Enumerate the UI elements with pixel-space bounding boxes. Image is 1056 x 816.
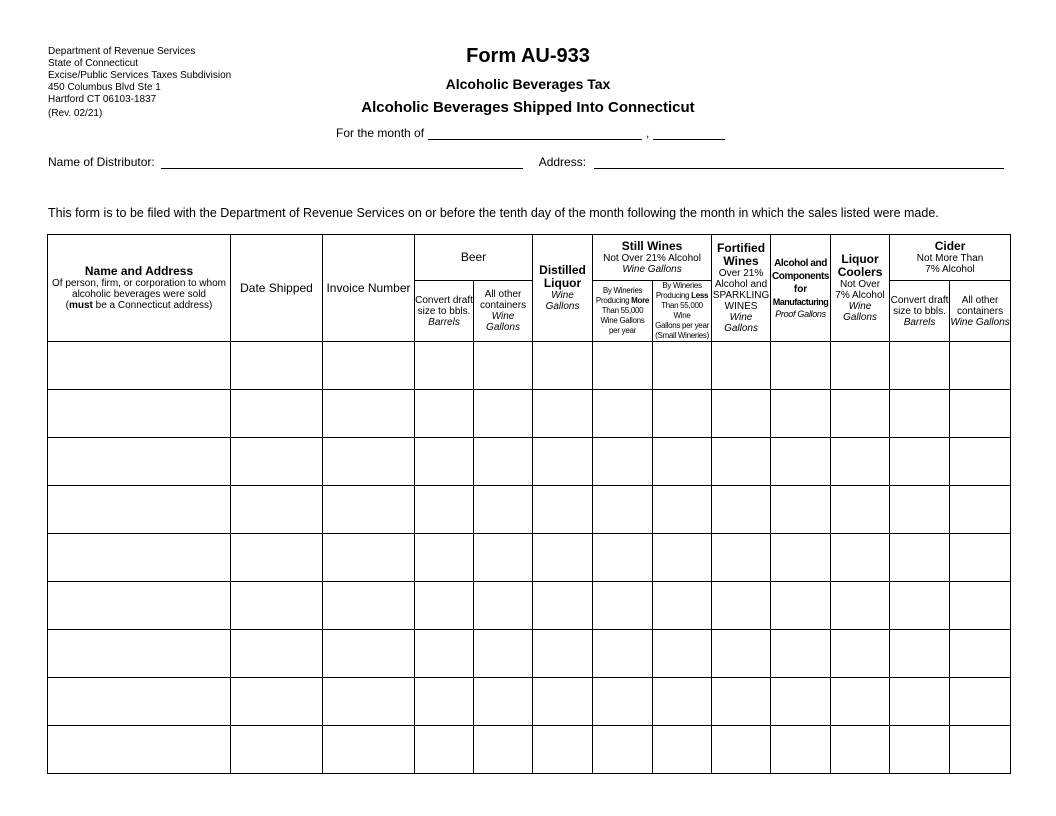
cell-date-shipped[interactable] (231, 726, 323, 774)
cell-name-address[interactable] (48, 582, 231, 630)
cell-still-wines-large[interactable] (593, 726, 653, 774)
month-row (336, 126, 725, 140)
cell-beer-gallons[interactable] (474, 342, 533, 390)
cell-still-wines-large[interactable] (593, 390, 653, 438)
header-name-address (48, 235, 231, 342)
form-number: Form AU-933 (466, 45, 590, 67)
cell-beer-barrels[interactable] (415, 534, 474, 582)
cell-still-wines-large[interactable] (593, 534, 653, 582)
cell-name-address[interactable] (48, 726, 231, 774)
cell-name-address[interactable] (48, 678, 231, 726)
cell-still-wines-small[interactable] (653, 534, 712, 582)
cell-invoice-number[interactable] (323, 390, 415, 438)
header-invoice-number: Invoice Number (323, 235, 415, 342)
cell-date-shipped[interactable] (231, 630, 323, 678)
form-title: Alcoholic Beverages Shipped Into Connecticut (361, 99, 695, 116)
cell-cider-barrels[interactable] (890, 438, 950, 486)
cell-distilled-liquor[interactable] (533, 486, 593, 534)
header-still-wines: Still Wines Not Over 21% Alcohol Wine Gallons (593, 235, 712, 281)
cell-liquor-coolers[interactable] (831, 678, 890, 726)
table-row (48, 726, 1011, 774)
cell-fortified-wines[interactable] (712, 390, 771, 438)
cell-liquor-coolers[interactable] (831, 486, 890, 534)
cell-beer-gallons[interactable] (474, 726, 533, 774)
cell-still-wines-small[interactable] (653, 486, 712, 534)
cell-alcohol-components[interactable] (771, 390, 831, 438)
cell-name-address[interactable] (48, 486, 231, 534)
cell-invoice-number[interactable] (323, 726, 415, 774)
header-liquor-coolers: Liquor Coolers Not Over 7% Alcohol Wine Gallons (831, 235, 890, 342)
cell-beer-gallons[interactable] (474, 630, 533, 678)
cell-distilled-liquor[interactable] (533, 438, 593, 486)
cell-alcohol-components[interactable] (771, 726, 831, 774)
cell-beer-barrels[interactable] (415, 342, 474, 390)
cell-fortified-wines[interactable] (712, 582, 771, 630)
table-row (48, 678, 1011, 726)
cell-fortified-wines[interactable] (712, 630, 771, 678)
cell-invoice-number[interactable] (323, 342, 415, 390)
cell-invoice-number[interactable] (323, 630, 415, 678)
cell-cider-gallons[interactable] (950, 390, 1011, 438)
header-cider-other: All other containers Wine Gallons (950, 281, 1011, 342)
cell-cider-barrels[interactable] (890, 534, 950, 582)
table-row (48, 438, 1011, 486)
cell-beer-barrels[interactable] (415, 486, 474, 534)
cell-invoice-number[interactable] (323, 486, 415, 534)
cell-cider-barrels[interactable] (890, 630, 950, 678)
cell-still-wines-large[interactable] (593, 630, 653, 678)
cell-beer-barrels[interactable] (415, 582, 474, 630)
cell-still-wines-large[interactable] (593, 486, 653, 534)
year-input[interactable] (653, 126, 725, 140)
header-cider: Cider Not More Than 7% Alcohol (890, 235, 1011, 281)
cell-fortified-wines[interactable] (712, 438, 771, 486)
agency-subdivision: Excise/Public Services Taxes Subdivision (48, 70, 232, 81)
cell-distilled-liquor[interactable] (533, 630, 593, 678)
cell-beer-gallons[interactable] (474, 486, 533, 534)
header-distilled-liquor: Distilled Liquor Wine Gallons (533, 235, 593, 342)
cell-cider-gallons[interactable] (950, 726, 1011, 774)
cell-still-wines-small[interactable] (653, 342, 712, 390)
cell-cider-gallons[interactable] (950, 630, 1011, 678)
table-row (48, 630, 1011, 678)
cell-date-shipped[interactable] (231, 438, 323, 486)
cell-name-address[interactable] (48, 342, 231, 390)
cell-date-shipped[interactable] (231, 534, 323, 582)
address-input[interactable] (594, 154, 1004, 169)
header-still-wines-large: By Wineries Producing More Than 55,000 Wine Gallons per year (593, 281, 653, 342)
cell-liquor-coolers[interactable] (831, 582, 890, 630)
cell-distilled-liquor[interactable] (533, 678, 593, 726)
header-beer-other: All other containers Wine Gallons (474, 281, 533, 342)
header-cider-draft: Convert draft size to bbls. Barrels (890, 281, 950, 342)
cell-fortified-wines[interactable] (712, 486, 771, 534)
cell-liquor-coolers[interactable] (831, 534, 890, 582)
distributor-input[interactable] (161, 154, 523, 169)
cell-alcohol-components[interactable] (771, 582, 831, 630)
cell-invoice-number[interactable] (323, 534, 415, 582)
cell-still-wines-small[interactable] (653, 390, 712, 438)
cell-invoice-number[interactable] (323, 678, 415, 726)
cell-distilled-liquor[interactable] (533, 390, 593, 438)
cell-beer-gallons[interactable] (474, 534, 533, 582)
cell-liquor-coolers[interactable] (831, 390, 890, 438)
cell-fortified-wines[interactable] (712, 726, 771, 774)
cell-still-wines-small[interactable] (653, 438, 712, 486)
table-row (48, 486, 1011, 534)
cell-liquor-coolers[interactable] (831, 726, 890, 774)
header-alcohol-components: Alcohol and Components for Manufacturing Proof Gallons (771, 235, 831, 342)
cell-still-wines-small[interactable] (653, 678, 712, 726)
cell-fortified-wines[interactable] (712, 678, 771, 726)
cell-cider-barrels[interactable] (890, 342, 950, 390)
cell-distilled-liquor[interactable] (533, 582, 593, 630)
cell-alcohol-components[interactable] (771, 630, 831, 678)
cell-beer-barrels[interactable] (415, 438, 474, 486)
cell-cider-gallons[interactable] (950, 582, 1011, 630)
cell-cider-gallons[interactable] (950, 678, 1011, 726)
cell-still-wines-small[interactable] (653, 582, 712, 630)
cell-fortified-wines[interactable] (712, 534, 771, 582)
header-name-desc1: Of person, firm, or corporation to whom (52, 278, 226, 289)
cell-cider-gallons[interactable] (950, 438, 1011, 486)
cell-distilled-liquor[interactable] (533, 342, 593, 390)
cell-still-wines-small[interactable] (653, 630, 712, 678)
cell-cider-barrels[interactable] (890, 678, 950, 726)
header-name-desc3: (must be a Connecticut address) (65, 300, 213, 311)
cell-cider-barrels[interactable] (890, 390, 950, 438)
month-label: For the month of (336, 126, 425, 140)
cell-beer-gallons[interactable] (474, 438, 533, 486)
cell-name-address[interactable] (48, 438, 231, 486)
header-date-shipped: Date Shipped (231, 235, 323, 342)
cell-still-wines-large[interactable] (593, 342, 653, 390)
cell-beer-gallons[interactable] (474, 678, 533, 726)
cell-name-address[interactable] (48, 390, 231, 438)
agency-name: Department of Revenue Services (48, 46, 196, 57)
cell-cider-gallons[interactable] (950, 486, 1011, 534)
cell-cider-barrels[interactable] (890, 582, 950, 630)
table-row (48, 390, 1011, 438)
table-row (48, 342, 1011, 390)
agency-street: 450 Columbus Blvd Ste 1 (48, 82, 161, 93)
distributor-label: Name of Distributor: (48, 155, 155, 169)
cell-date-shipped[interactable] (231, 678, 323, 726)
cell-alcohol-components[interactable] (771, 342, 831, 390)
cell-still-wines-small[interactable] (653, 726, 712, 774)
cell-alcohol-components[interactable] (771, 486, 831, 534)
cell-still-wines-large[interactable] (593, 582, 653, 630)
cell-date-shipped[interactable] (231, 582, 323, 630)
cell-cider-gallons[interactable] (950, 534, 1011, 582)
table-row (48, 582, 1011, 630)
revision-date: (Rev. 02/21) (48, 108, 103, 119)
table-body (48, 342, 1011, 774)
header-beer: Beer (415, 235, 533, 281)
filing-instruction: This form is to be filed with the Department of Revenue Services on or before the tenth day of the month following the month in which the sales listed were made. (48, 206, 939, 220)
cell-beer-barrels[interactable] (415, 630, 474, 678)
cell-invoice-number[interactable] (323, 582, 415, 630)
cell-beer-barrels[interactable] (415, 678, 474, 726)
distributor-row (48, 154, 1008, 169)
cell-liquor-coolers[interactable] (831, 342, 890, 390)
cell-date-shipped[interactable] (231, 390, 323, 438)
month-input[interactable] (428, 126, 642, 140)
cell-fortified-wines[interactable] (712, 342, 771, 390)
month-separator: , (646, 126, 650, 140)
form-subtitle: Alcoholic Beverages Tax (445, 76, 611, 92)
cell-alcohol-components[interactable] (771, 678, 831, 726)
header-fortified-wines: Fortified Wines Over 21% Alcohol and SPARKLING WINES Wine Gallons (712, 235, 771, 342)
agency-state: State of Connecticut (48, 58, 139, 69)
cell-invoice-number[interactable] (323, 438, 415, 486)
cell-beer-barrels[interactable] (415, 726, 474, 774)
table-row (48, 534, 1011, 582)
cell-name-address[interactable] (48, 534, 231, 582)
address-label: Address: (538, 155, 587, 169)
cell-liquor-coolers[interactable] (831, 438, 890, 486)
cell-cider-barrels[interactable] (890, 726, 950, 774)
shipments-table (47, 234, 1011, 774)
header-name-title: Name and Address (84, 264, 194, 278)
cell-alcohol-components[interactable] (771, 534, 831, 582)
cell-distilled-liquor[interactable] (533, 534, 593, 582)
cell-beer-barrels[interactable] (415, 390, 474, 438)
header-beer-draft: Convert draft size to bbls. Barrels (415, 281, 474, 342)
cell-liquor-coolers[interactable] (831, 630, 890, 678)
cell-cider-barrels[interactable] (890, 486, 950, 534)
cell-cider-gallons[interactable] (950, 342, 1011, 390)
header-name-desc2: alcoholic beverages were sold (72, 289, 206, 300)
agency-city: Hartford CT 06103-1837 (48, 94, 157, 105)
cell-distilled-liquor[interactable] (533, 726, 593, 774)
cell-date-shipped[interactable] (231, 342, 323, 390)
header-still-wines-small: By Wineries Producing Less Than 55,000 Wine Gallons per year (Small Wineries) (653, 281, 712, 342)
cell-name-address[interactable] (48, 630, 231, 678)
cell-still-wines-large[interactable] (593, 678, 653, 726)
cell-date-shipped[interactable] (231, 486, 323, 534)
cell-still-wines-large[interactable] (593, 438, 653, 486)
cell-beer-gallons[interactable] (474, 582, 533, 630)
cell-alcohol-components[interactable] (771, 438, 831, 486)
cell-beer-gallons[interactable] (474, 390, 533, 438)
